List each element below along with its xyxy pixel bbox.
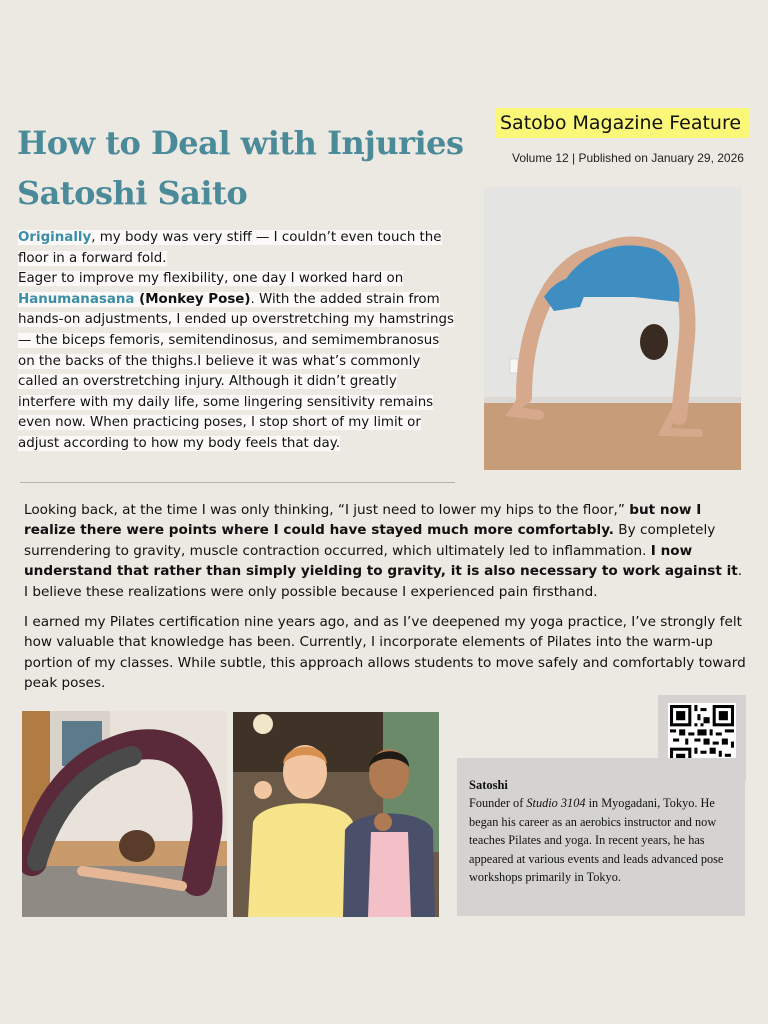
pose-gloss: (Monkey Pose) (134, 291, 251, 307)
author-bio-box (457, 758, 745, 916)
bio-line-a: Founder of (469, 796, 527, 811)
title-line-2: Satoshi Saito (17, 174, 248, 212)
body-paragraph-2: I earned my Pilates certification nine years ago, and as I’ve deepened my yoga practice, I’ve strongly felt how valuable that knowledge has been. Currently, I incorporate elements of Pilates into the warm-up portion of my classes. While subtle, this approach allows students to move safely and comfortably toward peak poses. (24, 614, 746, 692)
body-p1-d: I now understand that rather than simply yielding to gravity, it is also necessary to work against it (24, 542, 738, 580)
intro-text-1: , my body was very stiff — I couldn’t even touch the floor in a forward fold. (18, 230, 442, 266)
body-p1-a: Looking back, at the time I was only thinking, “I just need to lower my hips to the floor,” (24, 502, 630, 518)
instructors-thumbs-up-photo (233, 712, 439, 917)
wheel-pose-photo (484, 187, 741, 470)
bio-text (469, 794, 735, 886)
backbend-pose-photo (22, 711, 227, 917)
intro-text-2: Eager to improve my flexibility, one day I worked hard on (18, 271, 404, 287)
article-title (17, 118, 487, 218)
bio-line-b: in Myogadani, Tokyo. He began his career as an aerobics instructor and now teaches Pilates and yoga. In recent years, he has appeared at various events and leads advanced pose workshops primarily in Tokyo. (469, 796, 724, 885)
body-paragraph-1 (24, 500, 746, 602)
body-p1-e: . I believe these realizations were only possible because I experienced pain firsthand. (24, 563, 743, 600)
bio-name: Satoshi (469, 778, 508, 792)
bio-studio-name: Studio 3104 (526, 796, 586, 811)
intro-text-3: . With the added strain from hands-on adjustments, I ended up overstretching my hamstrings — the biceps femoris, semitendinosus, and semimembranosus on the backs of the thighs.I believe it was what’s commonly called an overstretching injury. Although it didn’t greatly interfere with my daily life, some lingering sensitivity remains even now. When practicing poses, I stop short of my limit or adjust according to how my body feels that day. (18, 291, 454, 451)
title-line-1: How to Deal with Injuries (17, 124, 464, 162)
intro-lead-word: Originally (18, 230, 92, 245)
feature-badge: Satobo Magazine Feature (496, 108, 750, 138)
section-divider (20, 482, 455, 483)
body-p1-c: By completely surrendering to gravity, muscle contraction occurred, which ultimately led to inflammation. (24, 522, 716, 559)
intro-paragraph (18, 228, 458, 455)
volume-publish-line: Volume 12 | Published on January 29, 2026 (512, 151, 744, 165)
body-p1-b: but now I realize there were points where I could have stayed much more comfortably. (24, 502, 702, 539)
pose-name: Hanumanasana (18, 291, 135, 307)
